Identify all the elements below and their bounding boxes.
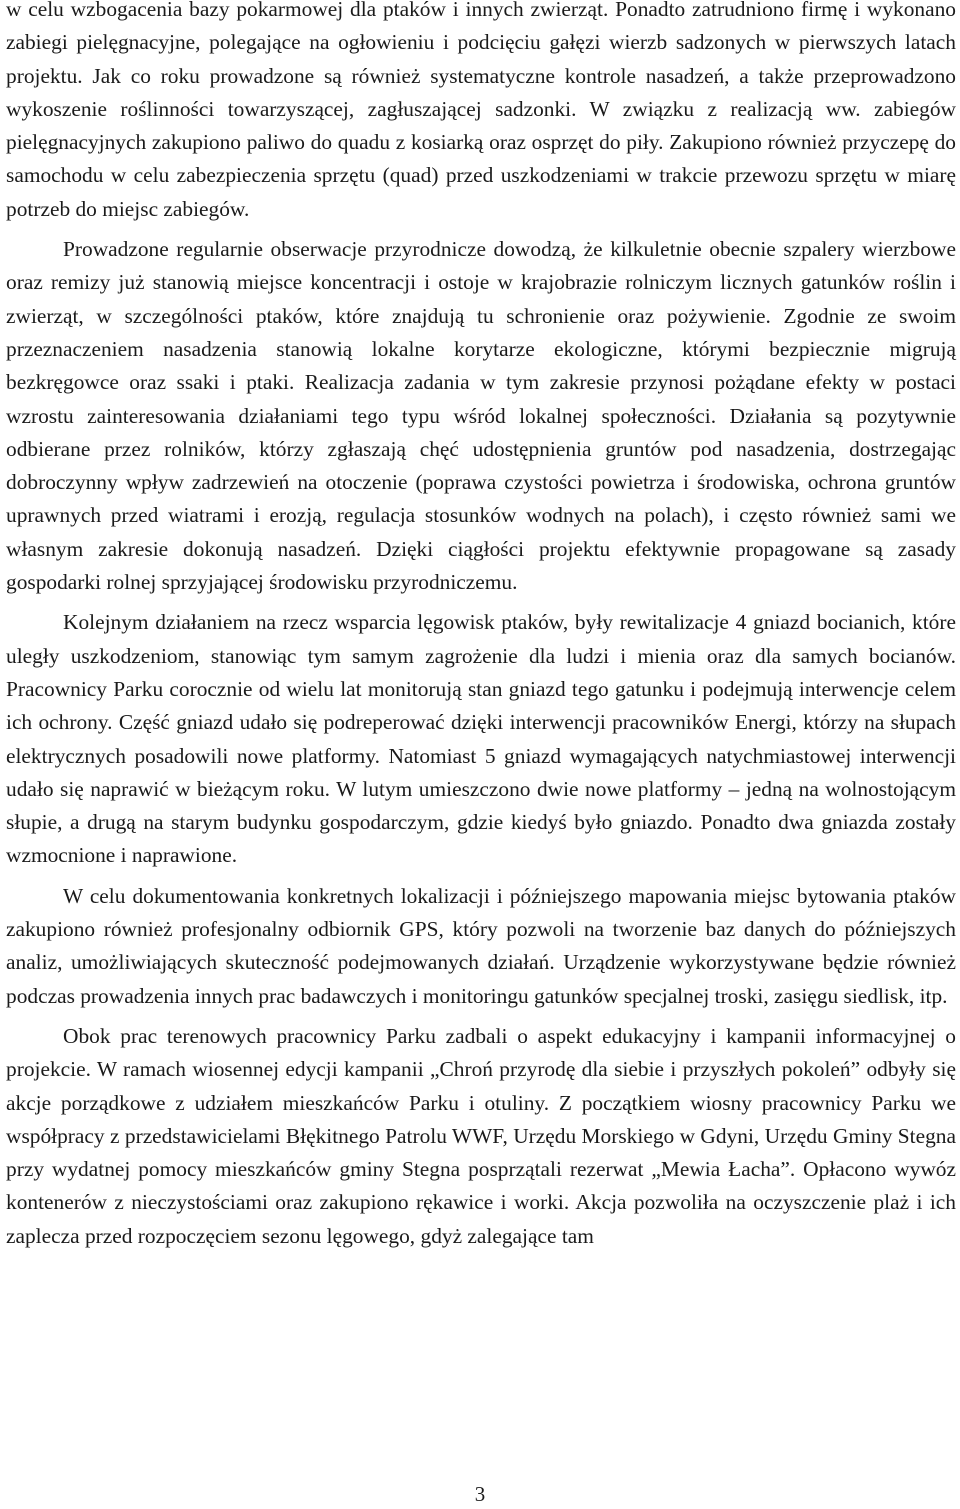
paragraph-gps: W celu dokumentowania konkretnych lokalizacji i późniejszego mapowania miejsc bytowania ptaków zakupiono również profesjonalny odbiornik GPS, który pozwoli na tworzenie baz danych do późniejszych analiz, umożliwiających skuteczność podejmowanych działań. Urządzenie wykorzystywane będzie również podczas prowadzenia innych prac badawczych i monitoringu gatunków specjalnej troski, zasięgu siedlisk, itp. <box>6 883 956 1008</box>
paragraph-observations: Prowadzone regularnie obserwacje przyrodnicze dowodzą, że kilkuletnie obecnie szpalery wierzbowe oraz remizy już stanowią miejsce koncentracji i ostoje w krajobrazie rolniczym licznych gatunków roślin i zwierząt, w szczególności ptaków, które znajdują tu schronienie oraz pożywienie. Zgodnie ze swoim przeznaczeniem nasadzenia stanowią lokalne korytarze ekologiczne, którymi bezpiecznie migrują bezkręgowce oraz ssaki i ptaki. Realizacja zadania w tym zakresie przynosi pożądane efekty w postaci wzrostu zainteresowania działaniami tego typu wśród lokalnej społeczności. Działania są pozytywnie odbierane przez rolników, którzy zgłaszają chęć udostępnienia gruntów pod nasadzenia, dostrzegając dobroczynny wpływ zadrzewień na otoczenie (poprawa czystości powietrza i środowiska, ochrona gruntów uprawnych przed wiatrami i erozją, regulacja stosunków wodnych na polach), i często również sami we własnym zakresie dokonują nasadzeń. Dzięki ciągłości projektu efektywnie propagowane są zasady gospodarki rolnej sprzyjającej środowisku przyrodniczemu. <box>6 237 956 595</box>
page-number: 3 <box>474 1482 486 1506</box>
document-page <box>6 0 956 1253</box>
paragraph-education: Obok prac terenowych pracownicy Parku zadbali o aspekt edukacyjny i kampanii informacyjnej o projekcie. W ramach wiosennej edycji kampanii „Chroń przyrodę dla siebie i przyszłych pokoleń” odbyły się akcje porządkowe z udziałem mieszkańców Parku i otuliny. Z początkiem wiosny pracownicy Parku we współpracy z przedstawicielami Błękitnego Patrolu WWF, Urzędu Morskiego w Gdyni, Urzędu Gminy Stegna przy wydatnej pomocy mieszkańców gminy Stegna posprzątali rezerwat „Mewia Łacha”. Opłacono wywóz kontenerów z nieczystościami oraz zakupiono rękawice i worki. Akcja pozwoliła na oczyszczenie plaż i ich zaplecza przed rozpoczęciem sezonu lęgowego, gdyż zalegające tam <box>6 1023 956 1248</box>
paragraph-continuation: w celu wzbogacenia bazy pokarmowej dla ptaków i innych zwierząt. Ponadto zatrudniono firmę i wykonano zabiegi pielęgnacyjne, polegające na ogłowieniu i podcięciu gałęzi wierzb sadzonych w pierwszych latach projektu. Jak co roku prowadzone są również systematyczne kontrole nasadzeń, a także przeprowadzono wykoszenie roślinności towarzyszącej, zagłuszającej sadzonki. W związku z realizacją ww. zabiegów pielęgnacyjnych zakupiono paliwo do quadu z kosiarką oraz osprzęt do piły. Zakupiono również przyczepę do samochodu w celu zabezpieczenia sprzętu (quad) przed uszkodzeniami w trakcie przewozu sprzętu w miarę potrzeb do miejsc zabiegów. <box>6 0 956 221</box>
paragraph-stork-nests: Kolejnym działaniem na rzecz wsparcia lęgowisk ptaków, były rewitalizacje 4 gniazd bocianich, które uległy uszkodzeniom, stanowiąc tym samym zagrożenie dla ludzi i mienia oraz dla samych bocianów. Pracownicy Parku corocznie od wielu lat monitorują stan gniazd tego gatunku i podejmują interwencje celem ich ochrony. Część gniazd udało się podreperować dzięki interwencji pracowników Energi, którzy na słupach elektrycznych posadowili nowe platformy. Natomiast 5 gniazd wymagających natychmiastowej interwencji udało się naprawić w bieżącym roku. W lutym umieszczono dwie nowe platformy – jedną na wolnostojącym słupie, a drugą na starym budynku gospodarczym, gdzie kiedyś było gniazdo. Ponadto dwa gniazda zostały wzmocnione i naprawione. <box>6 610 956 868</box>
